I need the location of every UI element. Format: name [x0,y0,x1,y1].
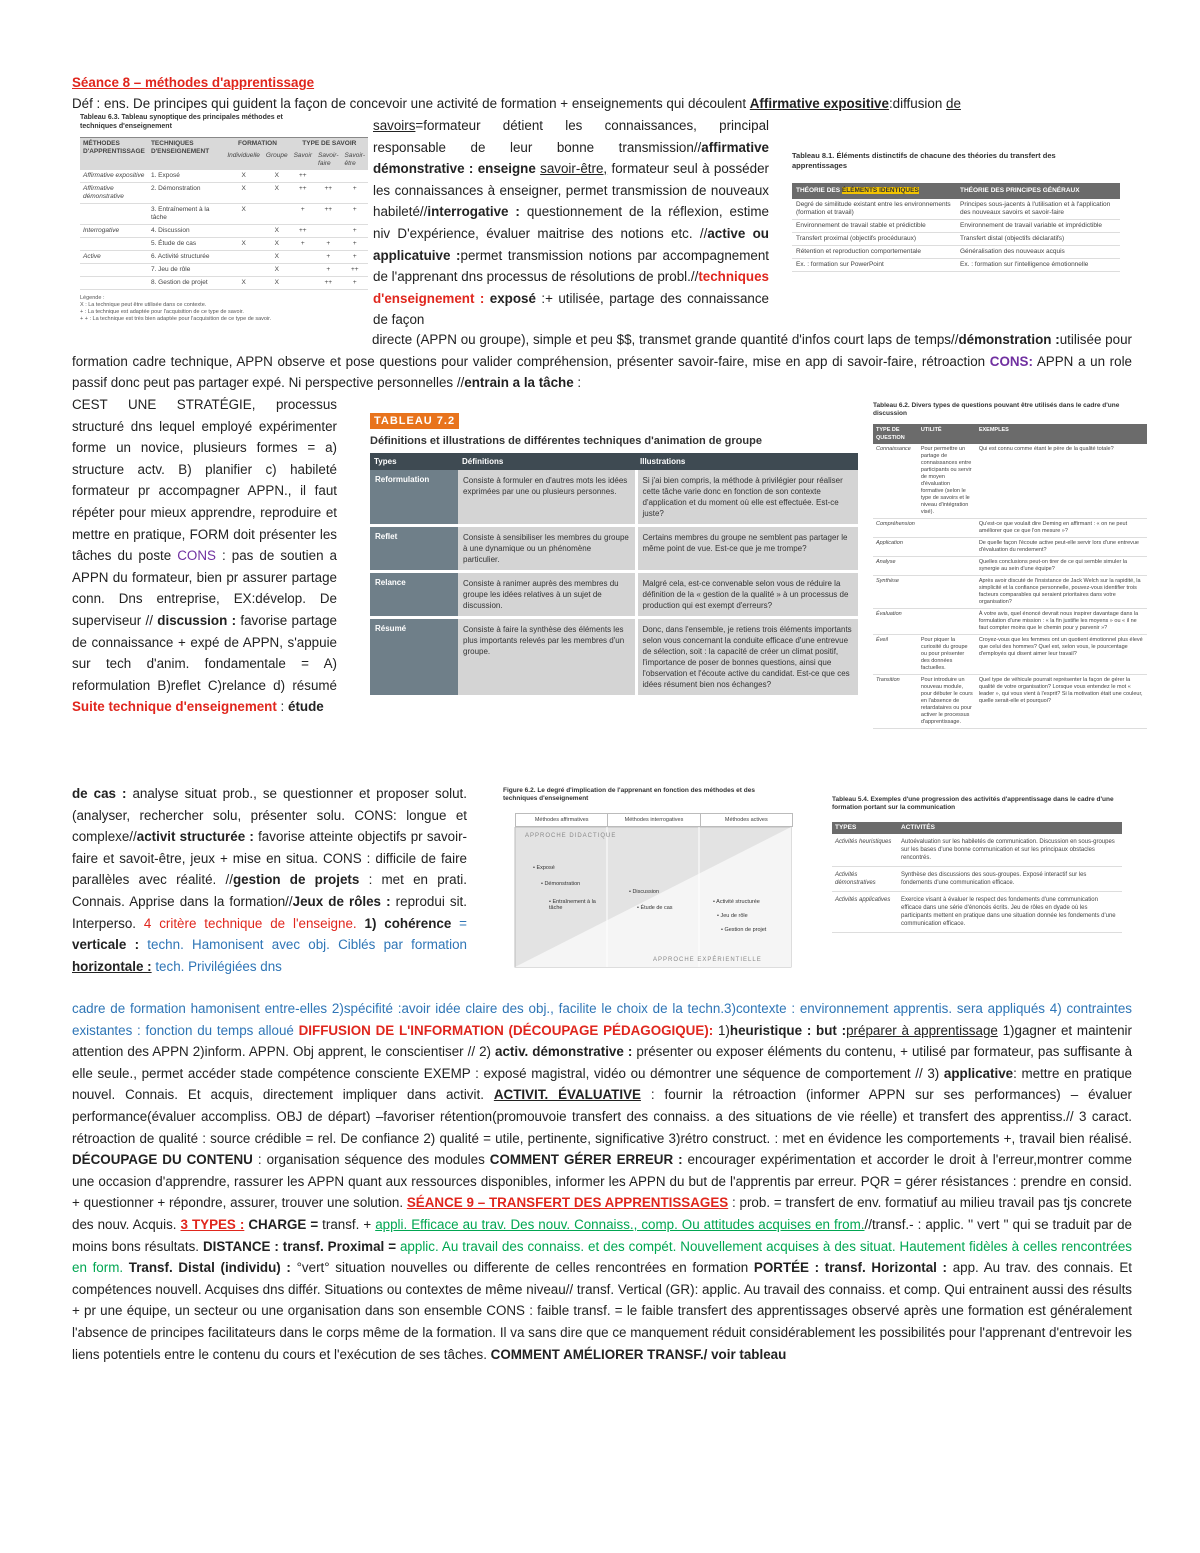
fig81-cell: Transfert proximal (objectifs procéduraux) [796,235,917,242]
fig63-cell [80,264,148,277]
fig62t-h: UTILITÉ [920,427,942,433]
etude-label: de cas : [72,786,127,801]
fig72-type: Résumé [370,618,458,697]
fig62t-ex: De quelle façon l'écoute active peut-elle servir lors d'une entrevue d'évaluation du rendement? [978,540,1139,553]
fig81-h2: THÉORIE DES PRINCIPES GÉNÉRAUX [960,187,1080,194]
fig63-cell: + [352,279,357,286]
fig63-h1: MÉTHODES D'APPRENTISSAGE [83,140,145,155]
fig63-cell: X [241,279,246,286]
activ-dem-label: activ. démonstrative : [495,1044,633,1060]
figure62-col: Méthodes interrogatives [608,814,700,826]
gestion-label: gestion de projets [232,872,360,888]
fig81-cell: Principes sous-jacents à l'utilisation et à l'application des nouveaux savoirs et savoir-faire [960,201,1111,216]
paragraph-main [72,998,1132,1365]
activ-eval-label: ACTIVIT. ÉVALUATIVE [493,1087,641,1103]
fig72-row [370,526,858,572]
seance9-label: SÉANCE 9 – TRANSFERT DES APPRENTISSAGES [406,1195,729,1211]
fig63-cell [263,204,291,225]
figure62-approche-exp: APPROCHE EXPÉRIENTIELLE [653,957,762,963]
applicative-text: : mettre en pratique nouvel. Connais. Et acquis, directement impliquer dans activit. [72,1065,1132,1103]
definition-line [72,93,1132,115]
types3-label: 3 TYPES : [180,1216,245,1232]
fig54-row [832,867,1122,892]
affirmative-expositive-label: Affirmative expositive [749,96,889,111]
fig63-cell: 8. Gestion de projet [150,279,208,286]
figure62-item: • Jeu de rôle [717,913,748,919]
fig62t-row [873,538,1147,557]
fig63-row [80,225,368,238]
fig81-row [792,199,1120,220]
paragraph-methods: savoirs=formateur détient les connaissances, principal responsable de leur bonne transmission//affirmative démonstrative : enseigne savoir-être, formateur seul à posséder les connaissances à enseigner, permet transmission de nouveaux habileté//interrogative : questionnement de la réflexion, estime niv D'expérience, évaluer maitrise des notions etc. //active ou applicatuive :permet transmission notions par accompagnement de l'apprenant dns processus de résolutions de probl.//techniques d'enseignement : exposé :+ utilisée, partage des connaissance de façon [373,118,770,328]
fig63-cell: X [274,266,279,273]
fig81-h1 [792,183,956,199]
figure62-col: Méthodes affirmatives [516,814,608,826]
decoupage-label: DÉCOUPAGE DU CONTENU [72,1152,253,1168]
fig63-cell: ++ [350,266,359,273]
distance-label: DISTANCE : transf. Proximal = [202,1238,397,1254]
fig62t-util [918,519,976,538]
fig72-label: TABLEAU 7.2 [370,413,459,429]
techniques-label: techniques d'enseignement : [373,269,769,306]
fig72-type: Relance [370,572,458,618]
fig54-act: Exercice visant à évaluer le respect des fondements d'une communication efficace dans une série d'énoncés écrits. Jeu de rôles en dyade où les participants mettent en pratique dans une situation donnée les fondements d'une communication efficace. [901,897,1116,927]
fig63-cell: Affirmative expositive [83,172,145,179]
fig63-cell: Active [83,253,101,260]
fig72-illus: Certains membres du groupe ne semblent pas partager le même point de vue. Est-ce que je me trompe? [636,526,858,572]
fig63-cell: 1. Exposé [150,172,180,179]
fig63-cell: + [300,240,305,247]
demonstration-label: démonstration : [958,332,1060,347]
fig63-cell: ++ [324,206,333,213]
fig63-h3: FORMATION [238,140,277,147]
fig63-sub: Individuelle [227,152,260,159]
fig63-legend-line: + : La technique est adaptée pour l'acquisition de ce type de savoir. [80,309,244,315]
fig63-caption: Tableau 6.3. Tableau synoptique des principales méthodes et techniques d'enseignement [80,114,283,130]
figure-tableau-6-2 [873,402,1147,784]
fig72-title: Définitions et illustrations de différentes techniques d'animation de groupe [370,435,762,447]
figure62-caption: Figure 6.2. Le degré d'implication de l'apprenant en fonction des méthodes et des techniques d'enseignement [503,787,755,802]
fig62t-util [918,576,976,609]
fig63-cell: + [326,266,331,273]
fig62t-util [918,557,976,576]
entrain-label: entrain a la tâche [464,375,574,391]
fig81-cell: Environnement de travail variable et imprédictible [960,222,1102,229]
etude-text: analyse situat prob., se questionner et proposer solut.(analyser, rechercher solu, présenter solu. CONS: longue et complexe// [72,786,467,845]
fig63-cell: Affirmative démonstrative [83,185,124,200]
cons-text-1: APPN a un role passif donc peut pas partager expé. Ni perspective personnelles // [72,353,1133,391]
fig63-cell [224,225,263,238]
fig63-cell [291,251,315,264]
fig72-def: Consiste à ranimer auprès des membres du groupe les idées relatives à un sujet de discussion. [458,572,636,618]
fig54-act: Autoévaluation sur les habiletés de communication. Discussion en sous-groupes sur les bases d'une bonne communication et sur les principaux obstacles rencontrés. [901,839,1115,861]
horiz-start: tech. Privilégiées dns [151,958,282,974]
fig62t-ex: Après avoir discuté de l'insistance de Jack Welch sur la rapidité, la simplicité et la confiance personnelle, pouvez-vous identifier trois facteurs comparables qui seraient prioritaires dans votre organisation? [978,578,1141,605]
fig62t-type: Transition [876,677,900,683]
fig62t-table [873,424,1147,729]
fig63-cell: X [241,206,246,213]
fig63-sub: Savoir [293,152,313,159]
fig63-cell [291,277,315,290]
fig62t-ex: Quel type de véhicule pourrait représenter la façon de gérer la qualité de votre organisation? Lorsque vous entendez le mot « leader », qui vous vient à l'esprit? Si la motivation était une couleur, quelle serait-elle et pourquoi? [978,677,1143,704]
fig62t-ex: À votre avis, quel énoncé devrait nous inspirer davantage dans la formulation d'une mission : « la fin justifie les moyens » ou « il ne faut compter moins que le chemin pour y parvenir »? [978,611,1139,631]
portee-text: app. Au trav. des connais. Et compétences nouvell. Acquises dns différ. Situations ou contextes de même niveau// transf. Vertical (GR): applic. Au travail des connaiss. et comp. Qui entrainent aussi des résults + pr une équipe, un secteur ou une organisation dans son ensemble CONS : faible transf. = le faible transfert des apprentissages observé après une formation est généralement l'absence de principes facilitateurs dans le corps même de la formation. Il va sans dire que ce manquement réduit considérablement les possibilités pour l'apprenant d'entrevoir les liens potentiels entre le contenu du cours et l'exécution de ses tâches. [72,1260,1132,1362]
fig62t-type: Synthèse [876,578,899,584]
fig63-cell [315,170,341,183]
fig62t-util: Pour permettre un partage de connaissances entre participants ou servir de moyen d'évaluation formative (selon le type de savoirs et le niveau d'intégration visé). [920,446,972,515]
fig81-row [792,246,1120,259]
fig63-cell: + [352,240,357,247]
fig63-cell: + [300,206,305,213]
heuristique-label: heuristique : but : [729,1022,847,1038]
fig62t-util: Pour piquer la curiosité du groupe ou pour présenter des données factuelles. [920,637,968,671]
etude-start: étude [288,699,324,715]
fig63-h2: TECHNIQUES D'ENSEIGNEMENT [150,140,210,155]
text-block-full-2 [72,998,1132,1365]
text-block-right-1 [373,115,769,331]
fig54-body [832,834,1122,933]
fig62t-row [873,576,1147,609]
fig81-cell: Ex. : formation sur l'intelligence émotionnelle [960,261,1089,268]
figure-tableau-6-3 [80,113,368,343]
fig81-table [792,183,1120,272]
cons-label-1: CONS: [989,353,1033,369]
fig63-row [80,251,368,264]
figure62-item: • Étude de cas [637,905,673,911]
verticale-label: verticale : [72,937,140,953]
fig63-cell: X [274,279,279,286]
fig63-cell: + [352,185,357,192]
fig63-table [80,137,368,290]
appli-green-text: appli. Efficace au trav. Des nouv. Connaiss., comp. Ou attitudes acquises en from. [375,1216,865,1232]
fig63-legend [80,295,368,323]
demonstration-text: utilisée pour formation cadre technique, APPN observe et pose questions pour valider compréhension, présenter savoir-faire, mise en app di savoir-faire, rétroaction [72,332,1132,369]
critere-text: 4 critère technique de l'enseigne. [143,915,357,931]
activ-dem-text: présenter ou exposer éléments du contenu, + utilisé par formateur, pas suffisante à elle seule., permet accéder stade compétence consciente EXEMP : exposé magistral, vidéo ou démontrer une séquence de comportement // 3) [72,1044,1133,1081]
figure-6-2 [503,787,803,977]
expose-start: :+ utilisée, partage des connaissance de façon [373,290,769,328]
fig63-body [80,170,368,290]
erreur-text: encourager expérimentation et accorder le droit à l'erreur,montrer comme une occasion d'apprendre, rassurer les APPN quant aux ressources disponibles, informer les APPN du but de l'apprentis par erreur. PQR = gérer résistances : prendre en consid. + questionner + répondre, assurer, trouver une solution. [72,1152,1132,1211]
fig62t-type: Connaissance [876,446,911,452]
figure62-item: • Gestion de projet [721,927,767,933]
fig62t-type: Évaluation [876,611,902,617]
fig63-cell: 6. Activité structurée [150,253,210,260]
fig63-cell [315,225,341,238]
definition-text: Déf : ens. De principes qui guident la façon de concevoir une activité de formation + enseignements qui découlent [72,96,750,111]
expose-label: exposé [489,290,536,306]
diffusion-label: DIFFUSION DE L'INFORMATION (DÉCOUPAGE PÉDAGOGIQUE): [298,1022,714,1038]
gestion-text: : met en prati. Connais. Apprise dans la formation// [72,872,467,909]
charge-text: transf. + [318,1216,376,1232]
fig63-row [80,204,368,225]
fig62t-h: TYPE DE QUESTION [876,427,905,441]
figure62-item: • Exposé [533,865,555,871]
figure62-approche-didactique: APPROCHE DIDACTIQUE [525,833,617,839]
fig81-cell: Degré de similitude existant entre les environnements (formation et travail) [796,201,951,216]
fig63-sub: Savoir-faire [318,152,339,167]
fig62t-row [873,675,1147,729]
distal-text: °vert° situation nouvelles ou differente de celles rencontrées en formation [290,1260,754,1276]
fig63-cell: Interrogative [83,227,120,234]
fig62t-ex: Qui est connu comme étant le père de la qualité totale? [978,446,1114,452]
fig81-cell: Ex. : formation sur PowerPoint [796,261,884,268]
fig72-row [370,470,858,526]
comment-erreur-label: COMMENT GÉRER ERREUR : [489,1152,683,1168]
fig63-cell: ++ [324,279,333,286]
fig81-cell: Généralisation des nouveaux acquis [960,248,1065,255]
proximal-text: applic. Au travail des connaiss. et des compét. Nouvellement acquises à des situat. Hautement fidèles à celles rencontrées en form. [72,1238,1132,1276]
fig63-cell [342,170,368,183]
strategie-text: CEST UNE STRATÉGIE, processus structuré dns lequel employé expérimenter forme un novice, plusieurs formes = a) structure actv. B) planifier c) habileté formateur pr accompagner APPN., il faut répéter pour mieux apprendre, reproduire et mettre en pratique, FORM doit présenter les tâches du poste [72,397,337,564]
fig72-h: Définitions [462,457,504,466]
charge-label: CHARGE = [244,1216,319,1232]
text-block-left-col-2 [72,783,467,977]
coherence-text: techn. Hamonisent avec obj. Ciblés par formation [139,937,467,953]
interrogative-label: interrogative : [427,204,520,220]
preparer-text: préparer à apprentissage [846,1022,998,1038]
fig63-cell: + [326,253,331,260]
fig54-caption: Tableau 5.4. Exemples d'une progression des activités d'apprentissage dans le cadre d'une formation portant sur la communication [832,796,1114,811]
decoupage-text: : organisation séquence des modules [252,1152,490,1168]
fig81-body [792,199,1120,272]
fig62t-type: Éveil [876,637,888,643]
fig54-table [832,822,1122,933]
fig62t-h: EXEMPLES [978,427,1009,433]
page-title-line [72,72,1132,94]
discussion-label: discussion : [157,612,237,628]
fig62t-row [873,444,1147,519]
eq-sign: = [451,915,467,931]
fig62t-type: Application [876,540,903,546]
aff-dem-text: formateur seul à posséder les connaissances à enseigner, permet transmission de nouveaux habileté// [373,161,769,220]
figure62-item: • Entraînement à la tâche [549,899,596,911]
figure-tableau-8-1 [792,151,1120,316]
fig63-row [80,277,368,290]
fig72-type: Reflet [370,526,458,572]
fig63-cell: ++ [299,172,307,179]
figure-tableau-7-2 [370,411,858,766]
fig72-illus: Donc, dans l'ensemble, je retiens trois éléments importants selon vous concernant la conduite efficace d'une entrevue de sélection, soit : la capacité de créer un climat positif, l'importance de poser de bonnes questions, ainsi que l'observation et l'écoute active du candidat. Est-ce que ces idées résument bien nos échanges? [636,618,858,697]
coherence-num: 1) [356,915,377,931]
fig63-cell: + [352,253,357,260]
fig81-h1a: THÉORIE DES [796,187,842,194]
fig63-cell: X [274,172,279,179]
suite-label: Suite technique d'enseignement [72,699,277,715]
fig62t-ex: Qu'est-ce que voulait dire Deming en affirmant : « on ne peut améliorer que ce que l'on mesure »? [978,521,1128,534]
active-label: active ou applicatuive : [373,225,769,263]
applicative-label: applicative [943,1065,1014,1081]
fig72-body [370,470,858,697]
fig63-cell: 7. Jeu de rôle [150,266,191,273]
horiz-text: cadre de formation hamonisent entre-elles 2)spécifité :avoir idée claire des obj., facilite le choix de la techn.3)contexte : environnement apprentis. sera appliqués 4) contraintes existantes : fonction du temps alloué [72,1001,1132,1038]
fig54-act: Synthèse des discussions des sous-groupes. Exposé interactif sur les fondements d'une communication efficace. [901,872,1087,886]
activ-struct-text: favorise atteinte objectifs pr savoir-faire et savoit-être, jeux + mise en situa. CONS : difficile de faire parallèles avec réalité. // [72,829,468,888]
fig54-h: ACTIVITÉS [901,824,935,831]
fig62t-ex: Croyez-vous que les femmes ont un quotient émotionnel plus élevé que celui des hommes? Quel est, selon vous, le pourcentage d'employés qui disent aimer leur travail? [978,637,1143,657]
fig72-def: Consiste à sensibiliser les membres du groupe à une dynamique ou un phénomène particulier. [458,526,636,572]
portee-label: PORTÉE : transf. Horizontal : [753,1260,948,1276]
page-title: Séance 8 – méthodes d'apprentissage [72,75,315,90]
heuristique-text: 1)gagner et maintenir attention des APPN 2)inform. APPN. Obj apprent, le conscientiser // 2) [72,1022,1132,1060]
discussion-text: favorise partage de connaissance + expé de APPN, s'appuie sur tech d'anim. fondamentale = A) reformulation B)reflet C)relance d) résumé [72,612,337,693]
entrain-colon: : [573,375,582,391]
fig63-cell: 4. Discussion [150,227,190,234]
fig63-cell [291,264,315,277]
fig72-h: Types [374,457,397,466]
fig72-row [370,572,858,618]
text-block-left-col [72,394,337,718]
fig63-cell: X [241,185,246,192]
fig63-cell: 3. Entraînement à la tâche [150,206,210,221]
fig63-cell: ++ [299,185,307,192]
paragraph-expose: directe (APPN ou groupe), simple et peu $$, transmet grande quantité d'infos court laps de temps//démonstration :utilisée pour formation cadre technique, APPN observe et pose questions pour valider compréhension, présenter savoir-faire, mise en app di savoir-faire, rétroaction CONS: APPN a un role passif donc peut pas partager expé. Ni perspective personnelles //entrain a la tâche : [72,332,1133,391]
interrogative-text: questionnement de la réflexion, estime niv D'expérience, évaluer maitrise des notions etc. // [373,204,769,241]
fig63-cell: 2. Démonstration [150,185,201,192]
fig72-illus: Malgré cela, est-ce convenable selon vous de réduire la définition de la « gestion de la qualité » à un processus de production qui est exempt d'erreurs? [636,572,858,618]
paragraph-etude [72,783,467,977]
fig63-row [80,264,368,277]
fig72-type: Reformulation [370,470,458,526]
fig81-row [792,259,1120,272]
ameliorer-label: COMMENT AMÉLIORER TRANSF./ voir tableau [490,1346,787,1362]
fig81-cell: Rétention et reproduction comportementale [796,248,922,255]
fig63-cell: X [241,172,246,179]
active-text: permet transmission notions par accompagnement de l'apprenant dns processus de résolutions de probl.// [373,247,770,285]
fig81-row [792,220,1120,233]
fig63-cell: ++ [299,227,307,234]
savoir-etre-link: savoir-être, [540,161,608,177]
fig54-type: Activités applicatives [835,897,891,903]
aff-dem-label: affirmative démonstrative : enseigne [373,139,769,177]
fig54-row [832,834,1122,867]
fig63-cell [224,264,263,277]
aff-exp-start: :diffusion de [888,96,961,111]
fig63-sub: Savoir-être [344,152,365,167]
fig63-cell [224,251,263,264]
fig63-cell [80,238,148,251]
fig63-cell: + [352,206,357,213]
cons-text-2: : pas de soutien a APPN du formateur, bien pr assurer partage conn. Dns entreprise, EX:dévelop. De superviseur // [72,548,338,628]
fig72-def: Consiste à formuler en d'autres mots les idées exprimées par une ou plusieurs personnes. [458,470,636,526]
fig62t-type: Analyse [876,559,896,565]
fig72-row [370,618,858,697]
figure62-item: • Discussion [629,889,660,895]
fig63-cell [80,277,148,290]
fig63-row [80,170,368,183]
fig81-h1b: ÉLÉMENTS IDENTIQUES [841,187,919,194]
fig63-cell: X [274,227,279,234]
fig72-h: Illustrations [640,457,686,466]
fig62t-caption: Tableau 6.2. Divers types de questions pouvant être utilisés dans le cadre d'une discussion [873,402,1120,417]
fig63-cell: X [274,240,279,247]
fig63-h4: TYPE DE SAVOIR [302,140,357,147]
fig63-row [80,183,368,204]
activ-eval-text: : fournir la rétroaction (informer APPN sur ses performances) – évaluer performance(évaluer accompliss. OBJ de départ) –favoriser rétention(promouvoie transfert des connaiss. a des situations de vie réelle) et transfert des apprentiss.// 3 caract. rétroaction de qualité : source crédible = rel. De confiance 2) qualité = utile, pertinente, significative 3)rétro construct. : met en évidence les comportements +, travail bien réalisé. [72,1087,1132,1146]
fig81-caption: Tableau 8.1. Éléments distinctifs de chacune des théories du transfert des apprentissages [792,151,1056,170]
seance9-text: : prob. = transfert de env. formatiuf au milieu travail pas tjs concrete des nouv. Acquis. [72,1195,1132,1232]
charge-text-2: //transf.- : applic. '' vert '' qui se traduit par de moins bons résultats. [72,1216,1132,1254]
jeux-text: reprodui sit. Interperso. [72,893,468,931]
fig63-cell: + [326,240,331,247]
fig63-cell: ++ [324,185,333,192]
fig63-cell: + [352,227,357,234]
fig63-cell: X [274,253,279,260]
fig62t-row [873,635,1147,675]
cons-label-2: CONS [177,548,216,564]
fig81-row [792,233,1120,246]
fig72-def: Consiste à faire la synthèse des éléments les plus importants relevés par les membres d'un groupe. [458,618,636,697]
fig54-type: Activités heuristiques [835,839,892,845]
fig54-row [832,892,1122,933]
paragraph-strategie [72,394,337,718]
activ-struct-label: activit structurée : [136,829,254,845]
fig63-sub: Groupe [265,152,288,159]
fig54-h: TYPES [835,824,857,831]
figure-tableau-5-4 [832,796,1122,966]
fig72-table [370,453,858,698]
fig62t-util [918,609,976,635]
fig62t-row [873,557,1147,576]
fig62t-body [873,444,1147,729]
fig62t-ex: Quelles conclusions peut-on tirer de ce qui semble simuler la synergie au sein d'une équipe? [978,559,1128,572]
distal-label: Transf. Distal (individu) : [123,1260,291,1276]
fig72-illus: Si j'ai bien compris, la méthode à privilégier pour réaliser cette tâche varie donc en fonction de son contexte d'application et du moment où elle est effectuée. Est-ce juste? [636,470,858,526]
figure62-header [515,813,793,827]
figure62-item: • Activité structurée [713,899,760,905]
fig63-cell [80,204,148,225]
fig63-legend-line: X : La technique peut être utilisée dans ce contexte. [80,302,207,308]
fig81-cell: Environnement de travail stable et prédictible [796,222,926,229]
fig62t-util: Pour introduire un nouveau module, pour débuter le cours en l'absence de retardataires ou pour activer le processus d'apprentissage. [920,677,973,725]
fig63-cell: 5. Étude de cas [150,240,197,247]
suite-colon: : [276,699,288,715]
fig62t-row [873,519,1147,538]
fig63-legend-line: + + : La technique est très bien adaptée pour l'acquisition de ce type de savoir. [80,316,272,322]
fig63-row [80,238,368,251]
fig63-cell: X [274,185,279,192]
heur-num: 1) [713,1022,730,1038]
fig54-type: Activités démonstratives [835,872,876,886]
horizontale-label: horizontale : [72,958,152,974]
fig81-cell: Transfert distal (objectifs déclaratifs) [960,235,1065,242]
fig63-cell: X [241,240,246,247]
fig62t-util [918,538,976,557]
fig62t-row [873,609,1147,635]
fig63-legend-line: Légende : [80,295,105,301]
savoirs-word: savoirs [373,118,416,133]
figure62-item: • Démonstration [541,881,581,887]
figure62-col: Méthodes actives [724,817,768,823]
coherence-label: cohérence [384,915,452,931]
jeux-label: Jeux de rôles : [292,893,391,909]
fig62t-type: Compréhension [876,521,915,527]
